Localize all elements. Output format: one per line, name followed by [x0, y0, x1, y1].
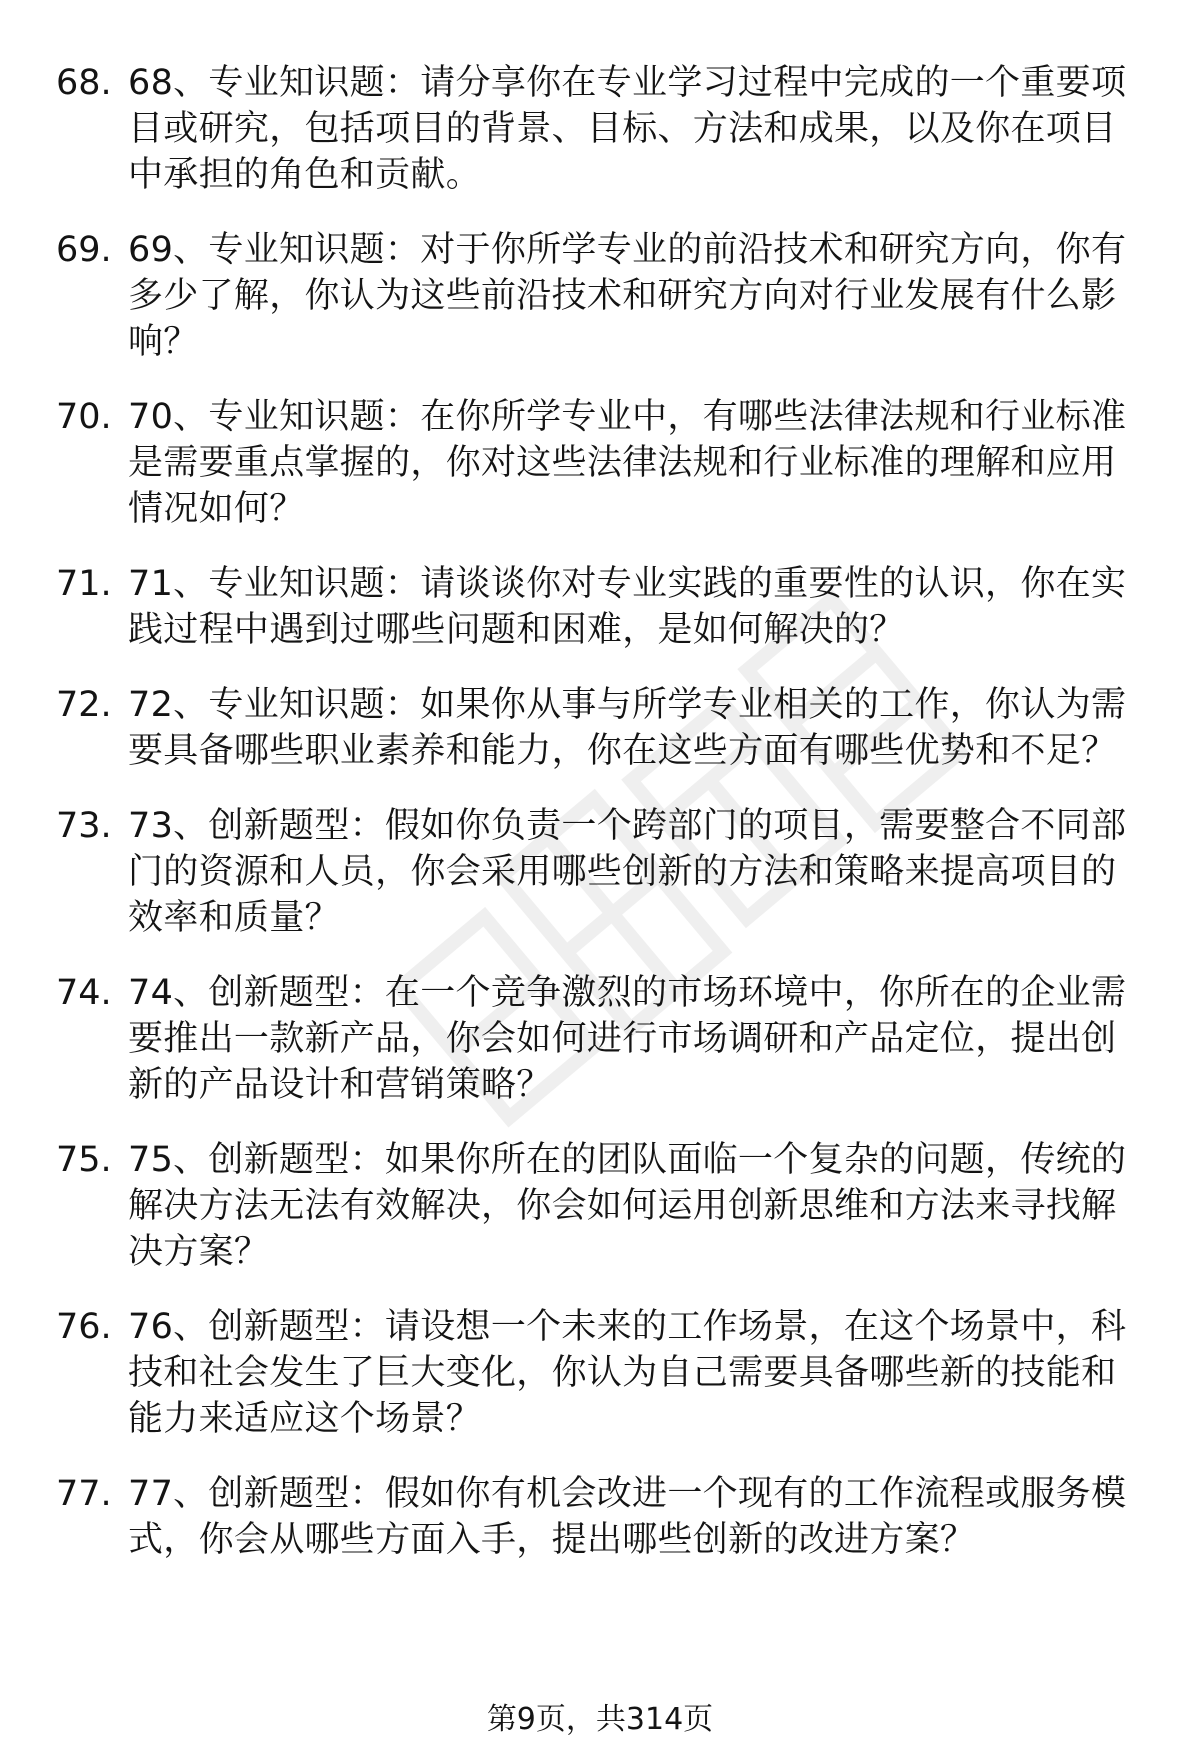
question-item — [0, 970, 1200, 1108]
question-number: 71. — [56, 564, 112, 604]
question-number: 76. — [56, 1307, 112, 1347]
question-text: 68、专业知识题：请分享你在专业学习过程中完成的一个重要项目或研究，包括项目的背景、目标、方法和成果，以及你在项目中承担的角色和贡献。 — [128, 63, 1127, 195]
question-number: 70. — [56, 397, 112, 437]
question-item — [0, 803, 1200, 941]
question-text: 72、专业知识题：如果你从事与所学专业相关的工作，你认为需要具备哪些职业素养和能力，你在这些方面有哪些优势和不足？ — [128, 685, 1127, 771]
question-text: 74、创新题型：在一个竞争激烈的市场环境中，你所在的企业需要推出一款新产品，你会如何进行市场调研和产品定位，提出创新的产品设计和营销策略？ — [128, 973, 1127, 1105]
question-item — [0, 682, 1200, 774]
question-text: 69、专业知识题：对于你所学专业的前沿技术和研究方向，你有多少了解，你认为这些前沿技术和研究方向对行业发展有什么影响？ — [128, 230, 1127, 362]
question-text: 73、创新题型：假如你负责一个跨部门的项目，需要整合不同部门的资源和人员，你会采用哪些创新的方法和策略来提高项目的效率和质量？ — [128, 806, 1127, 938]
page-indicator: 第9页，共314页 — [486, 1702, 714, 1737]
question-item — [0, 561, 1200, 653]
question-number: 77. — [56, 1474, 112, 1514]
question-text: 76、创新题型：请设想一个未来的工作场景，在这个场景中，科技和社会发生了巨大变化，你认为自己需要具备哪些新的技能和能力来适应这个场景？ — [128, 1307, 1127, 1439]
question-text: 71、专业知识题：请谈谈你对专业实践的重要性的认识，你在实践过程中遇到过哪些问题和困难，是如何解决的？ — [128, 564, 1127, 650]
question-number: 75. — [56, 1140, 112, 1180]
question-item — [0, 1304, 1200, 1442]
question-text: 70、专业知识题：在你所学专业中，有哪些法律法规和行业标准是需要重点掌握的，你对这些法律法规和行业标准的理解和应用情况如何？ — [128, 397, 1127, 529]
question-text: 77、创新题型：假如你有机会改进一个现有的工作流程或服务模式，你会从哪些方面入手，提出哪些创新的改进方案？ — [128, 1474, 1127, 1560]
question-item — [0, 1471, 1200, 1563]
question-number: 69. — [56, 230, 112, 270]
question-text: 75、创新题型：如果你所在的团队面临一个复杂的问题，传统的解决方法无法有效解决，你会如何运用创新思维和方法来寻找解决方案？ — [128, 1140, 1127, 1272]
question-item — [0, 227, 1200, 365]
question-item — [0, 394, 1200, 532]
question-number: 72. — [56, 685, 112, 725]
question-item — [0, 60, 1200, 198]
question-item — [0, 1137, 1200, 1275]
question-number: 74. — [56, 973, 112, 1013]
question-number: 68. — [56, 63, 112, 103]
question-number: 73. — [56, 806, 112, 846]
question-list — [0, 60, 1200, 1592]
